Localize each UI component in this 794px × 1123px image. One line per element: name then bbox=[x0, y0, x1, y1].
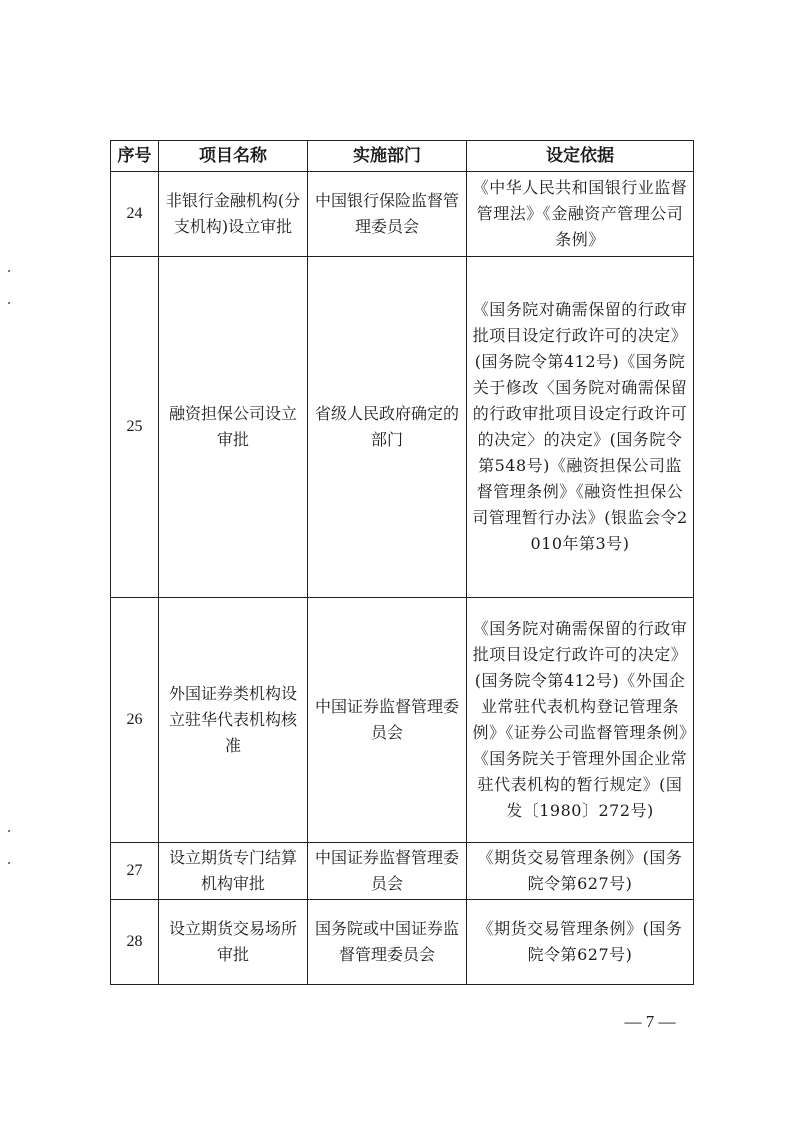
row-number: 24 bbox=[111, 172, 159, 257]
dept-cell: 省级人民政府确定的部门 bbox=[308, 257, 467, 598]
table-row bbox=[111, 843, 694, 900]
table-row bbox=[111, 257, 694, 598]
item-name-cell: 设立期货专门结算机构审批 bbox=[159, 843, 308, 900]
header-implementing-dept: 实施部门 bbox=[308, 141, 467, 172]
item-name-cell: 融资担保公司设立审批 bbox=[159, 257, 308, 598]
row-number: 28 bbox=[111, 900, 159, 985]
header-serial-number: 序号 bbox=[111, 141, 159, 172]
basis-cell: 《国务院对确需保留的行政审批项目设定行政许可的决定》(国务院令第412号)《外国企业常驻代表机构登记管理条例》《证券公司监督管理条例》《国务院关于管理外国企业常驻代表机构的暂行规定》(国发〔1980〕272号) bbox=[467, 598, 694, 843]
table-row bbox=[111, 172, 694, 257]
header-legal-basis: 设定依据 bbox=[467, 141, 694, 172]
basis-cell: 《期货交易管理条例》(国务院令第627号) bbox=[467, 843, 694, 900]
header-item-name: 项目名称 bbox=[159, 141, 308, 172]
table-header-row bbox=[111, 141, 694, 172]
basis-cell: 《期货交易管理条例》(国务院令第627号) bbox=[467, 900, 694, 985]
page-number: — 7 — bbox=[624, 1012, 676, 1031]
dept-cell: 中国证券监督管理委员会 bbox=[308, 843, 467, 900]
dept-cell: 中国证券监督管理委员会 bbox=[308, 598, 467, 843]
scan-margin-mark bbox=[8, 862, 10, 864]
approval-items-table bbox=[110, 140, 694, 985]
dept-cell: 国务院或中国证券监督管理委员会 bbox=[308, 900, 467, 985]
item-name-cell: 非银行金融机构(分支机构)设立审批 bbox=[159, 172, 308, 257]
basis-cell: 《国务院对确需保留的行政审批项目设定行政许可的决定》(国务院令第412号)《国务院关于修改〈国务院对确需保留的行政审批项目设定行政许可的决定〉的决定》(国务院令第548号)《融资担保公司监督管理条例》《融资性担保公司管理暂行办法》(银监会令2010年第3号) bbox=[467, 257, 694, 598]
table-row bbox=[111, 598, 694, 843]
scan-margin-mark bbox=[8, 830, 10, 832]
table-row bbox=[111, 900, 694, 985]
dept-cell: 中国银行保险监督管理委员会 bbox=[308, 172, 467, 257]
row-number: 27 bbox=[111, 843, 159, 900]
row-number: 25 bbox=[111, 257, 159, 598]
item-name-cell: 设立期货交易场所审批 bbox=[159, 900, 308, 985]
scan-margin-mark bbox=[8, 270, 10, 272]
scan-margin-mark bbox=[8, 302, 10, 304]
item-name-cell: 外国证券类机构设立驻华代表机构核准 bbox=[159, 598, 308, 843]
row-number: 26 bbox=[111, 598, 159, 843]
basis-cell: 《中华人民共和国银行业监督管理法》《金融资产管理公司条例》 bbox=[467, 172, 694, 257]
